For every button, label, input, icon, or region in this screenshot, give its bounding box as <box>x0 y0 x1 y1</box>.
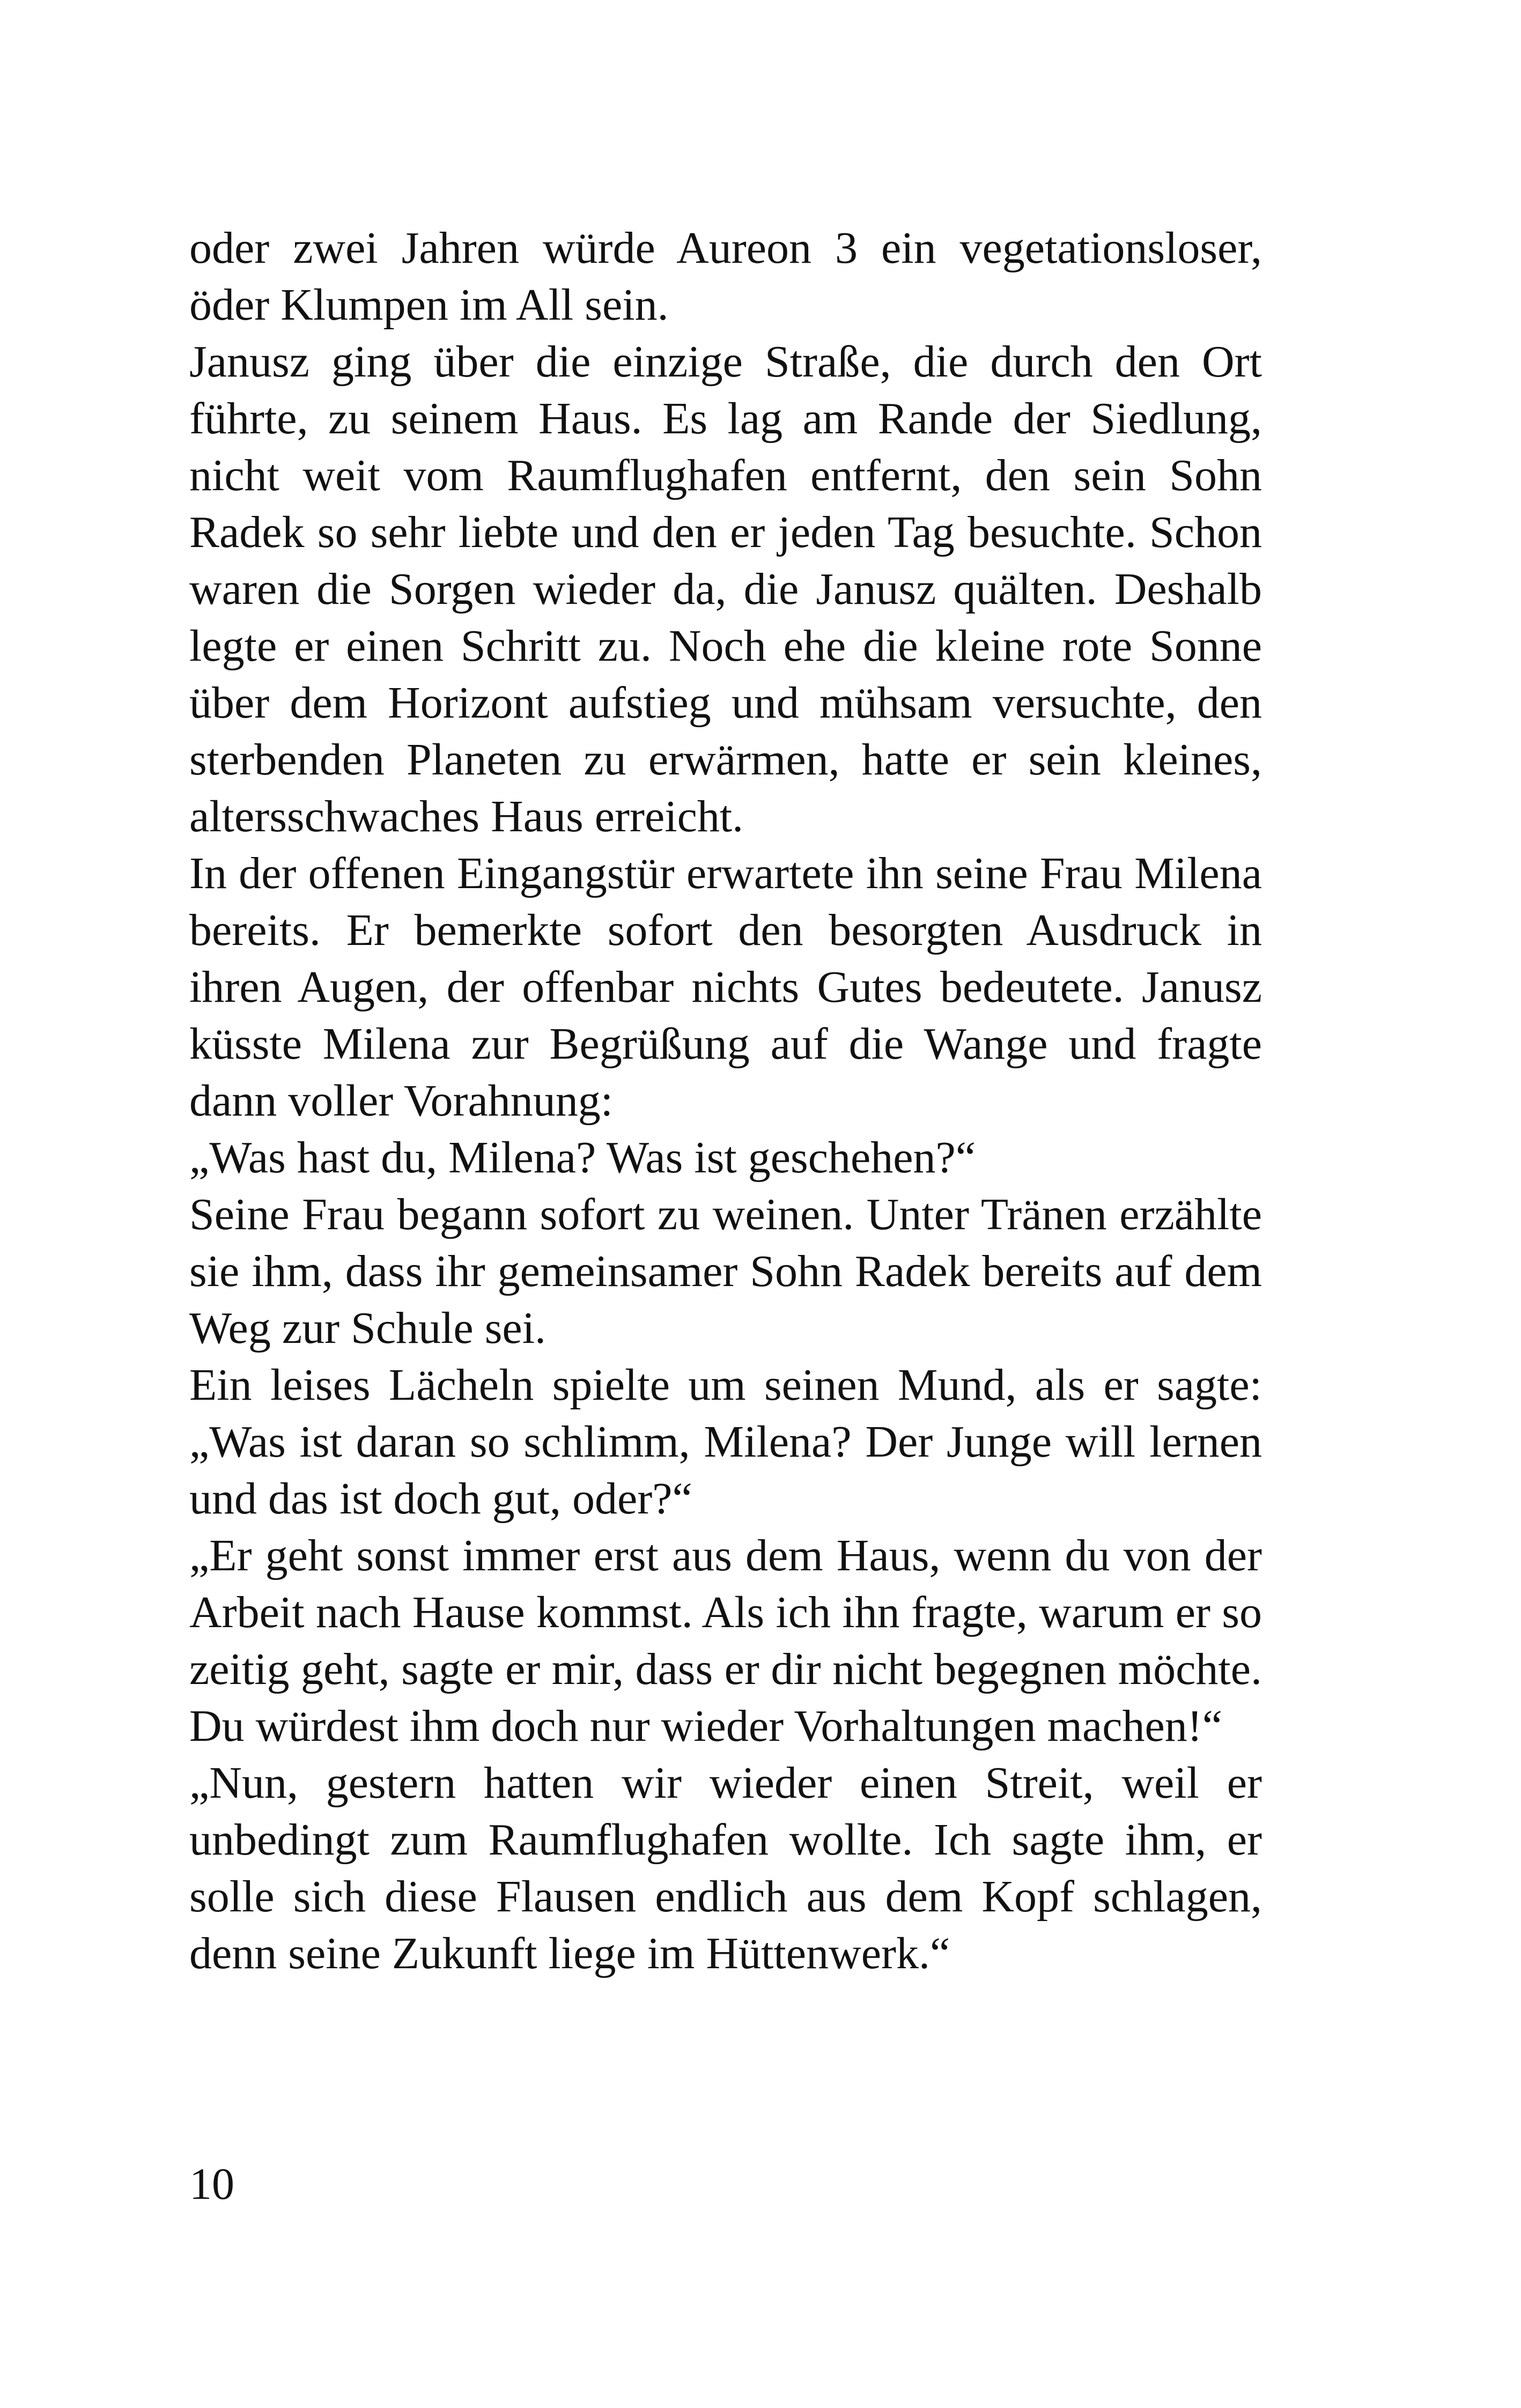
paragraph-8: „Nun, gestern hatten wir wieder einen Streit, weil er unbedingt zum Raumflughafen wollte. Ich sagte ihm, er solle sich diese Flausen endlich aus dem Kopf schlagen, denn seine Zukunft liege im Hüttenwerk.“ <box>189 1758 1262 1978</box>
paragraph-3: In der offenen Eingangstür erwartete ihn seine Frau Milena bereits. Er bemerkte sofort den besorgten Ausdruck in ihren Augen, der offenbar nichts Gutes bedeutete. Janusz küsste Milena zur Begrüßung auf die Wange und fragte dann voller Vorahnung: <box>189 848 1262 1126</box>
paragraph-1: oder zwei Jahren würde Aureon 3 ein vegetationsloser, öder Klumpen im All sein. <box>189 223 1262 330</box>
paragraph-4: „Was hast du, Milena? Was ist geschehen?“ <box>189 1133 976 1183</box>
page-number: 10 <box>189 2159 234 2209</box>
paragraph-6: Ein leises Lächeln spielte um seinen Mund, als er sagte: „Was ist daran so schlimm, Milena? Der Junge will lernen und das ist doch gut, oder?“ <box>189 1360 1262 1524</box>
paragraph-5: Seine Frau begann sofort zu weinen. Unter Tränen erzählte sie ihm, dass ihr gemeinsamer Sohn Radek bereits auf dem Weg zur Schule sei. <box>189 1190 1262 1353</box>
paragraph-7: „Er geht sonst immer erst aus dem Haus, wenn du von der Arbeit nach Hause kommst. Als ich ihn fragte, warum er so zeitig geht, sagte er mir, dass er dir nicht begegnen möchte. Du würdest ihm doch nur wieder Vorhaltungen machen!“ <box>189 1531 1262 1751</box>
body-text <box>189 220 1262 1982</box>
paragraph-2: Janusz ging über die einzige Straße, die durch den Ort führte, zu seinem Haus. Es lag am Rande der Siedlung, nicht weit vom Raumflughafen entfernt, den sein Sohn Radek so sehr liebte und den er jeden Tag besuchte. Schon waren die Sorgen wieder da, die Janusz quälten. Deshalb legte er einen Schritt zu. Noch ehe die kleine rote Sonne über dem Horizont aufstieg und mühsam versuchte, den sterbenden Planeten zu erwärmen, hatte er sein kleines, altersschwaches Haus erreicht. <box>189 337 1262 841</box>
